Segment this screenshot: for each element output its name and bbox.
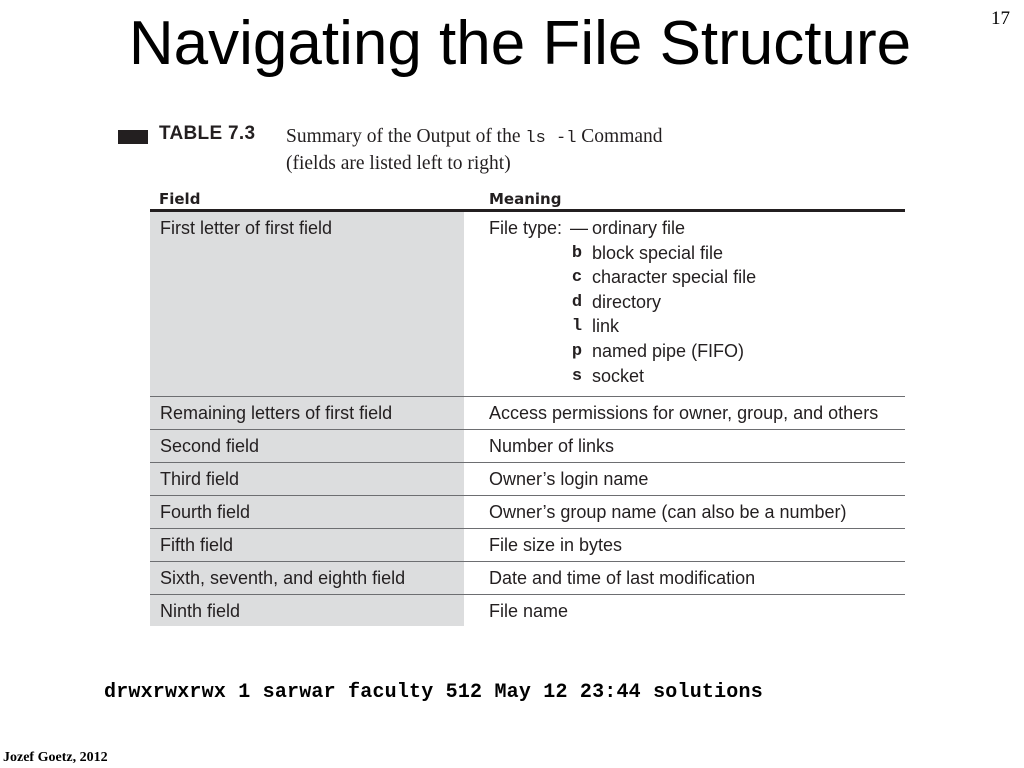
header-field: Field [159, 190, 201, 208]
ls-output-table [150, 187, 905, 626]
caption-text: Summary of the Output of the [286, 126, 526, 147]
meaning-cell: File size in bytes [489, 535, 623, 555]
file-type-code: — [570, 218, 588, 238]
file-type-code: d [571, 292, 583, 312]
caption-text-end: Command [576, 126, 663, 147]
field-cell: Sixth, seventh, and eighth field [150, 562, 464, 594]
file-type-code: p [571, 341, 583, 361]
field-cell: Fifth field [150, 529, 464, 561]
table-row [150, 430, 905, 463]
meaning-cell: Owner’s login name [489, 469, 649, 489]
header-meaning: Meaning [489, 190, 562, 208]
file-type-text: directory [592, 291, 662, 312]
caption-line-2: (fields are listed left to right) [286, 153, 511, 174]
file-type-code: l [571, 317, 583, 337]
field-cell: Remaining letters of first field [150, 397, 464, 429]
table-row [150, 562, 905, 595]
table-header [150, 187, 905, 212]
table-row [150, 463, 905, 496]
table-row-file-type [150, 212, 905, 397]
file-type-text: character special file [592, 267, 757, 288]
meaning-cell: Owner’s group name (can also be a number) [489, 502, 847, 522]
table-caption [286, 124, 746, 176]
field-cell: Fourth field [150, 496, 464, 528]
page-number: 17 [991, 8, 1010, 29]
file-type-line [489, 316, 905, 341]
file-type-line [489, 366, 905, 391]
file-type-line [489, 341, 905, 366]
table-label: TABLE 7.3 [159, 123, 256, 144]
file-type-line [489, 292, 905, 317]
file-type-line [489, 218, 905, 243]
file-type-text: named pipe (FIFO) [592, 340, 745, 361]
file-type-code: c [571, 268, 583, 288]
table-row [150, 595, 905, 626]
caption-command: ls -l [525, 129, 577, 148]
file-type-text: socket [592, 365, 645, 386]
table-marker [118, 130, 148, 144]
table-row [150, 397, 905, 430]
file-type-text: block special file [592, 242, 724, 263]
file-type-code: s [571, 366, 583, 386]
meaning-cell: Access permissions for owner, group, and others [489, 403, 879, 423]
meaning-cell: Date and time of last modification [489, 568, 756, 588]
file-type-line [489, 267, 905, 292]
table-row [150, 529, 905, 562]
slide-title: Navigating the File Structure [128, 9, 912, 78]
footer-author: Jozef Goetz, 2012 [3, 750, 108, 765]
file-type-text: link [592, 316, 620, 337]
meaning-cell: Number of links [489, 436, 615, 456]
field-cell: Ninth field [150, 595, 464, 626]
meaning-cell [489, 218, 905, 390]
field-cell: Third field [150, 463, 464, 495]
file-type-text: ordinary file [592, 218, 686, 238]
file-type-line [489, 243, 905, 268]
field-cell: First letter of first field [150, 212, 464, 396]
file-type-code: b [571, 243, 583, 263]
meaning-cell: File name [489, 601, 569, 621]
file-type-label: File type: [489, 218, 563, 238]
example-ls-output: drwxrwxrwx 1 sarwar faculty 512 May 12 23:44 solutions [104, 681, 763, 704]
table-row [150, 496, 905, 529]
field-cell: Second field [150, 430, 464, 462]
